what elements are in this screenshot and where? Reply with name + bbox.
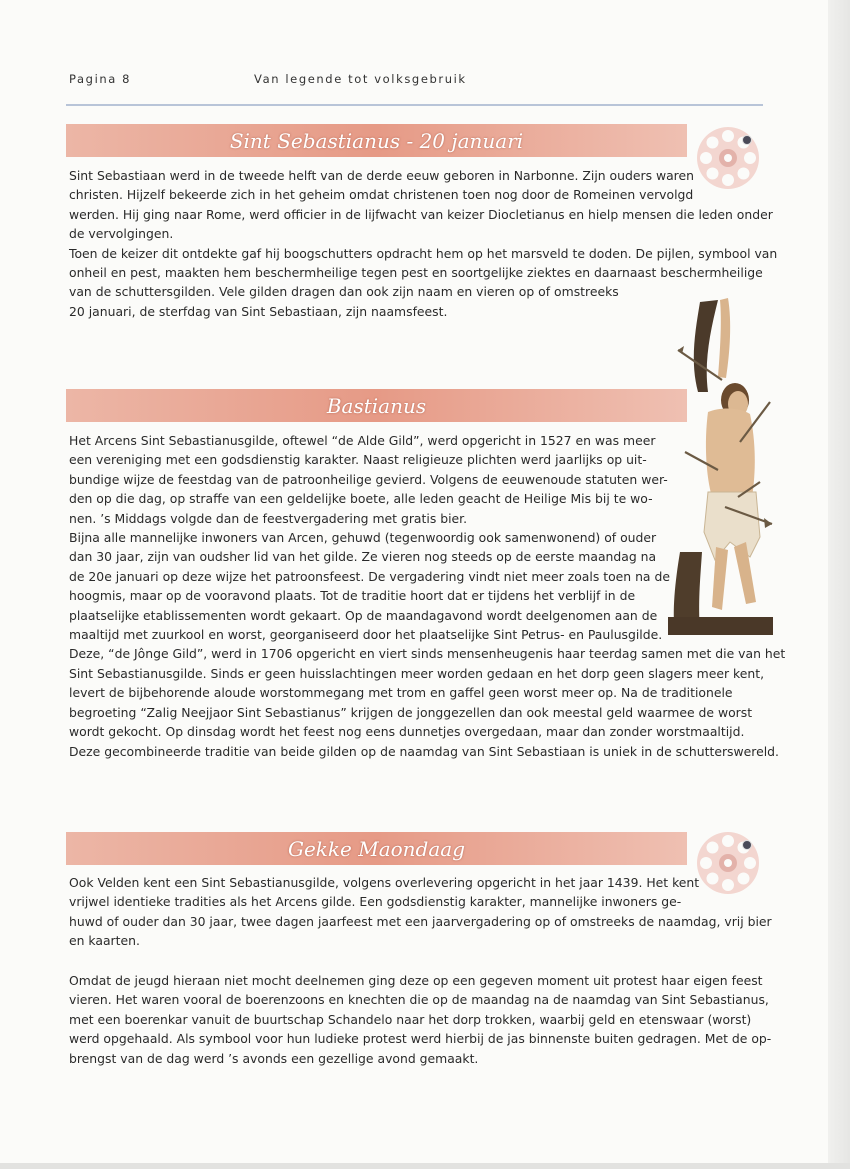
text-line: en kaarten. <box>69 933 140 949</box>
section3-text-2 <box>69 971 771 1068</box>
text-line: Ook Velden kent een Sint Sebastianusgilde, volgens overlevering opgericht in het jaar 1439. Het kent <box>69 875 700 890</box>
section2-text <box>69 431 785 761</box>
text-line: Het Arcens Sint Sebastianusgilde, oftewel “de Alde Gild”, werd opgericht in 1527 en was meer <box>69 433 656 448</box>
text-line: 20 januari, de sterfdag van Sint Sebastiaan, zijn naamsfeest. <box>69 303 448 319</box>
text-line: onheil en pest, maakten hem beschermheilige tegen pest en soortgelijke ziektes en daarnaast beschermheilige <box>69 265 763 281</box>
text-line: vrijwel identieke tradities als het Arcens gilde. Een godsdienstig karakter, mannelijke inwoners ge- <box>69 894 682 910</box>
text-line: begroeting “Zalig Neejjaor Sint Sebastianus” krijgen de jonggezellen dan ook meestal geld waarmee de worst <box>69 704 753 720</box>
text-line: Deze gecombineerde traditie van beide gilden op de naamdag van Sint Sebastiaan is uniek in de schutterswereld. <box>69 743 779 759</box>
text-line: huwd of ouder dan 30 jaar, twee dagen jaarfeest met een jaarvergadering op of omstreeks de naamdag, vrij bier <box>69 913 772 929</box>
text-line: maaltijd met zuurkool en worst, georganiseerd door het plaatselijke Sint Petrus- en Paulusgilde. <box>69 627 663 643</box>
text-line: werden. Hij ging naar Rome, werd officier in de lijfwacht van keizer Diocletianus en hielp mensen die leden onder <box>69 206 773 222</box>
text-line: een vereniging met een godsdienstig karakter. Naast religieuze plichten werd jaarlijks op uit- <box>69 452 647 468</box>
section-heading-gekke-maondaag: Gekke Maondaag <box>66 832 687 865</box>
text-line: werd opgehaald. Als symbool voor hun ludieke protest werd hierbij de jas binnenste buiten gedragen. Met de op- <box>69 1031 772 1047</box>
header-rule <box>66 104 763 106</box>
text-line: de 20e januari op deze wijze het patroonsfeest. De vergadering vindt niet meer zoals toen na de <box>69 568 670 584</box>
text-line: Deze, “de Jônge Gild”, werd in 1706 opgericht en viert sinds mensenheugenis haar teerdag samen met die van het <box>69 646 786 662</box>
text-line: Toen de keizer dit ontdekte gaf hij boogschutters opdracht hem op het marsveld te doden. De pijlen, symbool van <box>69 245 778 261</box>
section3-text-1 <box>69 873 772 951</box>
text-line: brengst van de dag werd ’s avonds een gezellige avond gemaakt. <box>69 1050 479 1066</box>
text-line: van de schuttersgilden. Vele gilden dragen dan ook zijn naam en vieren op of omstreeks <box>69 284 619 300</box>
text-line: christen. Hijzelf bekeerde zich in het geheim omdat christenen toen nog door de Romeinen vervolgd <box>69 187 694 203</box>
page-header <box>69 72 467 86</box>
text-line: de vervolgingen. <box>69 226 174 242</box>
text-line: met een boerenkar vanuit de buurtschap Schandelo naar het dorp trokken, waarbij geld en etenswaar (worst) <box>69 1011 752 1027</box>
scan-bottom-edge <box>0 1163 850 1169</box>
text-line: Sint Sebastianusgilde. Sinds er geen huisslachtingen meer worden gedaan en het dorp geen slagers meer kent, <box>69 665 765 681</box>
text-line: bundige wijze de feestdag van de patroonheilige gevierd. Volgens de eeuwenoude statuten wer- <box>69 471 668 487</box>
text-line: den op die dag, op straffe van een geldelijke boete, alle leden geacht de Heilige Mis bij te wo- <box>69 491 653 507</box>
text-line: Omdat de jeugd hieraan niet mocht deelnemen ging deze op een gegeven moment uit protest haar eigen feest <box>69 973 763 988</box>
text-line: nen. ’s Middags volgde dan de feestvergadering met gratis bier. <box>69 510 468 526</box>
text-line: plaatselijke etablissementen wordt gekaart. Op de maandagavond wordt deelgenomen aan de <box>69 607 658 623</box>
text-line: dan 30 jaar, zijn van oudsher lid van het gilde. Ze vieren nog steeds op de eerste maandag na <box>69 549 657 565</box>
section-heading-bastianus: Bastianus <box>66 389 687 422</box>
text-line: vieren. Het waren vooral de boerenzoons en knechten die op de maandag na de naamdag van Sint Sebastianus, <box>69 992 769 1008</box>
text-line: hoogmis, maar op de vooravond plaats. Tot de traditie hoort dat er tijdens het verblijf in de <box>69 588 636 604</box>
section-heading-sint-sebastianus: Sint Sebastianus - 20 januari <box>66 124 687 157</box>
text-line: wordt gekocht. Op dinsdag wordt het feest nog eens dunnetjes overgedaan, maar dan zonder worstmaaltijd. <box>69 724 745 740</box>
text-line: levert de bijbehorende aloude worstommegang met trom en gaffel geen worst meer op. Na de traditionele <box>69 685 733 701</box>
running-title: Van legende tot volksgebruik <box>254 72 467 86</box>
scan-edge <box>828 0 850 1169</box>
text-line: Sint Sebastiaan werd in de tweede helft van de derde eeuw geboren in Narbonne. Zijn ouders waren <box>69 168 694 183</box>
text-line: Bijna alle mannelijke inwoners van Arcen, gehuwd (tegenwoordig ook samenwonend) of ouder <box>69 530 657 546</box>
page-number: Pagina 8 <box>69 72 132 86</box>
